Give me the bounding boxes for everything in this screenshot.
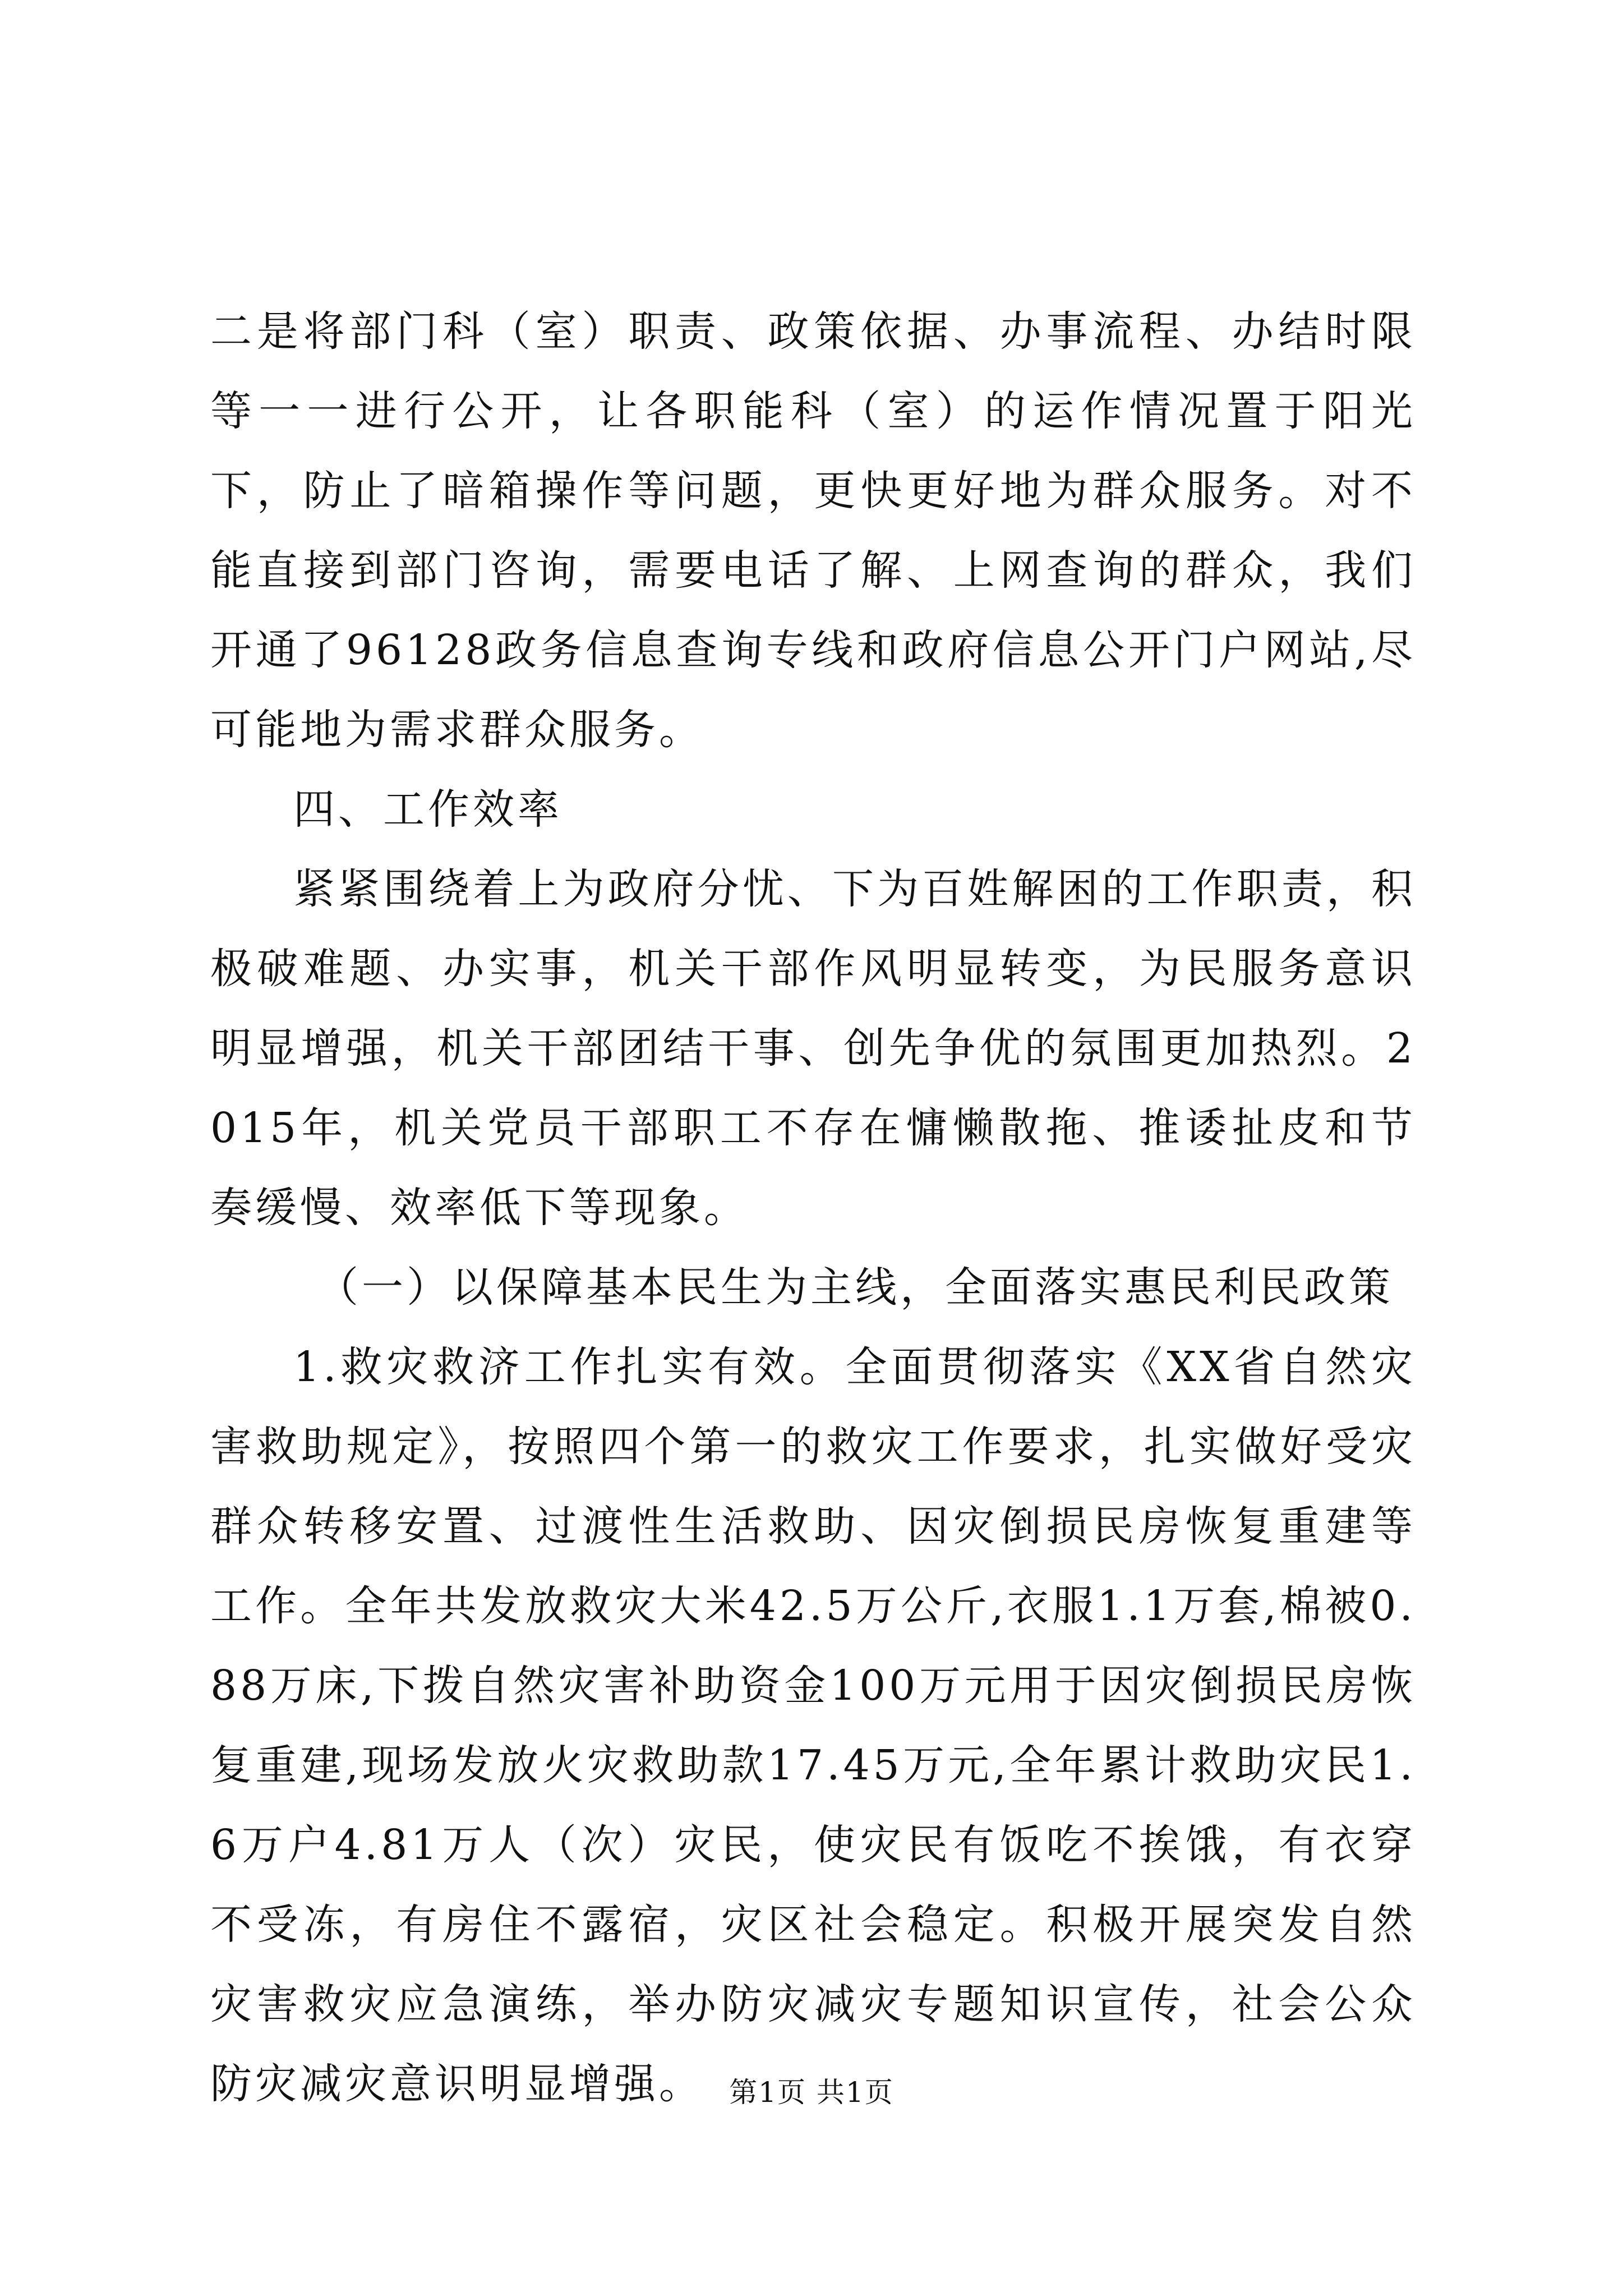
section-heading-work-efficiency: 四、工作效率 — [293, 785, 562, 834]
document-body — [210, 292, 1416, 2124]
page-number-footer: 第1页 共1页 — [729, 2076, 894, 2109]
paragraph-disclosure: 二是将部门科（室）职责、政策依据、办事流程、办结时限等一一进行公开，让各职能科（室）的运作情况置于阳光下，防止了暗箱操作等问题，更快更好地为群众服务。对不能直接到部门咨询，需要电话了解、上网查询的群众，我们开通了96128政务信息查询专线和政府信息公开门户网站,尽可能地为需求群众服务。 — [210, 307, 1416, 754]
paragraph-disaster-relief: 1.救灾救济工作扎实有效。全面贯彻落实《XX省自然灾害救助规定》，按照四个第一的救灾工作要求，扎实做好受灾群众转移安置、过渡性生活救助、因灾倒损民房恢复重建等工作。全年共发放救灾大米42.5万公斤,衣服1.1万套,棉被0.88万床,下拨自然灾害补助资金100万元用于因灾倒损民房恢复重建,现场发放火灾救助款17.45万元,全年累计救助灾民1.6万户4.81万人（次）灾民，使灾民有饭吃不挨饿，有衣穿不受冻，有房住不露宿，灾区社会稳定。积极开展突发自然灾害救灾应急演练，举办防灾减灾专题知识宣传，社会公众防灾减灾意识明显增强。 — [210, 1343, 1416, 2108]
subsection-heading-livelihood: （一）以保障基本民生为主线，全面落实惠民利民政策 — [317, 1263, 1394, 1312]
paragraph-work-efficiency: 紧紧围绕着上为政府分忧、下为百姓解困的工作职责，积极破难题、办实事，机关干部作风明显转变，为民服务意识明显增强，机关干部团结干事、创先争优的氛围更加热烈。2015年，机关党员干部职工不存在慵懒散拖、推诿扯皮和节奏缓慢、效率低下等现象。 — [210, 865, 1416, 1232]
